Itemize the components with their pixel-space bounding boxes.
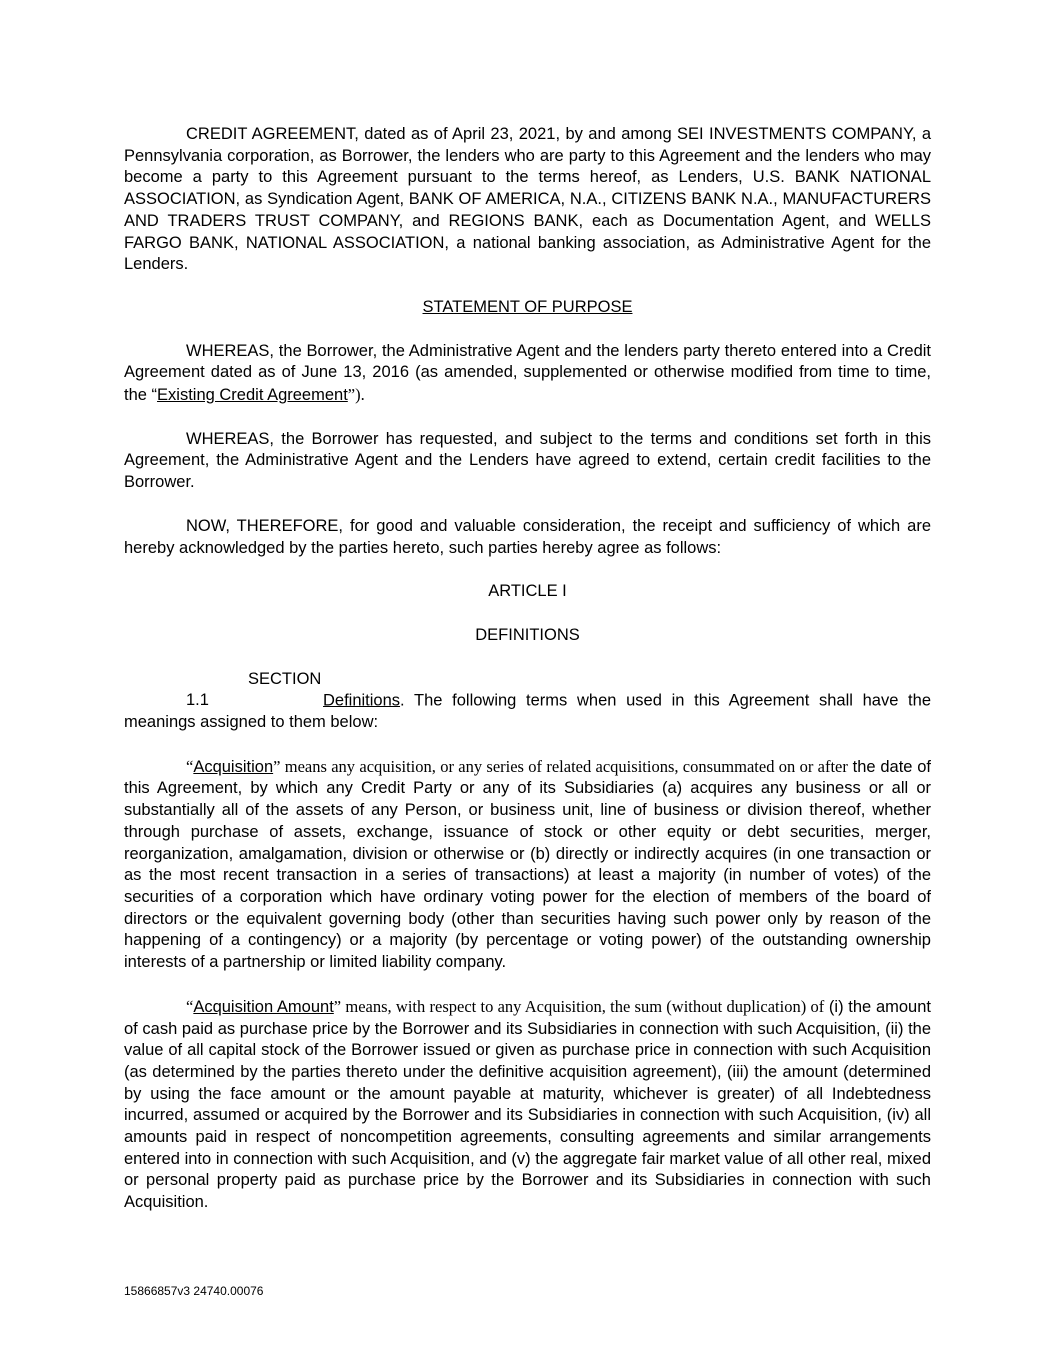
whereas-paragraph-1 [124,341,931,407]
whereas-1-text: WHEREAS, the Borrower, the Administrative Agent and the lenders party thereto entered into a Credit Agreement dated as of June 13, 2016 (as amended, supplemented or otherwise modified from time to time, the “ [124,341,931,405]
definition-acquisition [124,756,931,974]
definition-body-text: the date of this Agreement, by which any Credit Party or any of its Subsidiaries (a) acquires any business or all or substantially all of the assets of any Person, or business unit, line of business or division thereof, whether through purchase of assets, exchange, issuance of stock or other equity or debt securities, merger, reorganization, amalgamation, division or otherwise or (b) directly or indirectly acquires (in one transaction or as the most recent transaction in a series of transactions) at least a majority (in number of votes) of the securities of a corporation which have ordinary voting power for the election of members of the board of directors or the equivalent governing body (other than securities having such power only by reason of the happening of a contingency) or a majority (by percentage or voting power) of the outstanding ownership interests of a partnership or limited liability company. [124,757,931,972]
section-1-1-paragraph [124,669,931,734]
whereas-paragraph-2: WHEREAS, the Borrower has requested, and subject to the terms and conditions set forth in this Agreement, the Administrative Agent and the Lenders have agreed to extend, certain credit facilities to the Borrower. [124,429,931,492]
section-1-1-text: . The following terms when used in this Agreement shall have the meanings assigned to them below: [124,691,931,732]
whereas-1-closing: ”). [347,385,365,405]
definition-body-text: (i) the amount of cash paid as purchase price by the Borrower and its Subsidiaries in connection with such Acquisition, (ii) the value of all capital stock of the Borrower issued or given as purchase price in connection with such Acquisition (as determined by the parties thereto under the definitive acquisition agreement), (iii) the amount (determined by using the face amount or the amount payable at maturity, whichever is greater) of all Indebtedness incurred, assumed or acquired by the Borrower and its Subsidiaries in connection with such Acquisition, (iv) all amounts paid in respect of noncompetition agreements, consulting agreements and similar arrangements entered into in connection with such Acquisition, and (v) the aggregate fair market value of all other real, mixed or personal property paid as purchase price by the Borrower and its Subsidiaries in connection with such Acquisition. [124,997,931,1212]
defined-term-acquisition-amount: Acquisition Amount [193,997,334,1016]
document-page [124,124,931,1214]
section-title: Definitions [323,691,401,710]
section-number: SECTION 1.1 [186,669,322,710]
defined-term-acquisition: Acquisition [193,757,274,776]
statement-of-purpose-heading [124,297,931,319]
article-title: DEFINITIONS [475,625,580,644]
existing-credit-agreement-term: Existing Credit Agreement [157,386,348,405]
now-therefore-paragraph: NOW, THEREFORE, for good and valuable consideration, the receipt and sufficiency of which are hereby acknowledged by the parties hereto, such parties hereby agree as follows: [124,516,931,557]
preamble-paragraph: CREDIT AGREEMENT, dated as of April 23, 2021, by and among SEI INVESTMENTS COMPANY, a Pennsylvania corporation, as Borrower, the lenders who are party to this Agreement and the lenders who may become a party to this Agreement pursuant to the terms hereof, as Lenders, U.S. BANK NATIONAL ASSOCIATION, as Syndication Agent, BANK OF AMERICA, N.A., CITIZENS BANK N.A., MANUFACTURERS AND TRADERS TRUST COMPANY, and REGIONS BANK, each as Documentation Agent, and WELLS FARGO BANK, NATIONAL ASSOCIATION, a national banking association, as Administrative Agent for the Lenders. [124,125,931,274]
definition-acquisition-amount [124,996,931,1214]
definition-open-quote: “ [186,756,194,776]
definition-lead-text: ” means any acquisition, or any series of related acquisitions, consummated on or after [273,756,848,776]
article-heading: ARTICLE I [488,582,567,601]
definition-lead-text: ” means, with respect to any Acquisition, the sum (without duplication) of [333,996,825,1016]
definition-open-quote: “ [186,996,194,1016]
statement-heading-text: STATEMENT OF PURPOSE [422,297,633,316]
document-footer-id: 15866857v3 24740.00076 [124,1284,264,1298]
